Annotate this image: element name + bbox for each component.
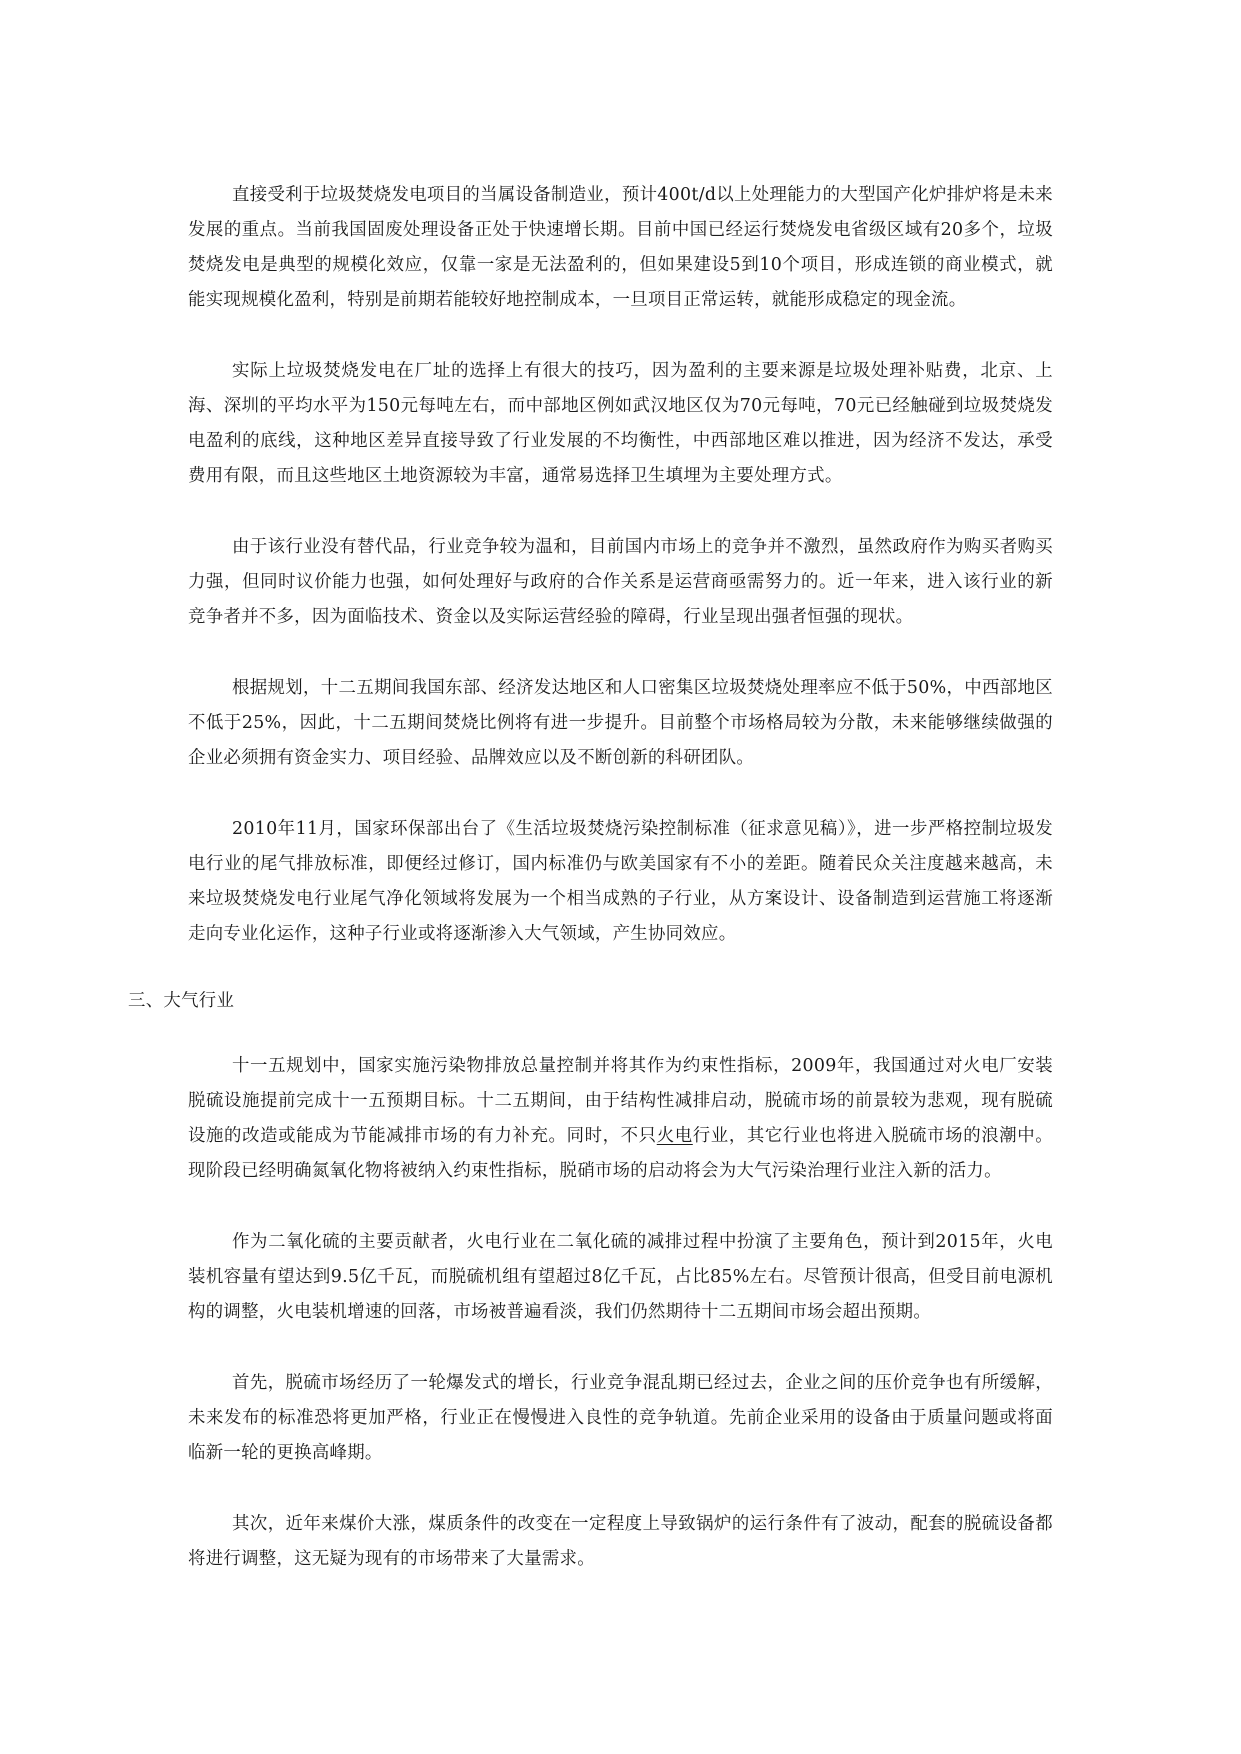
paragraph-incineration-equipment: 直接受利于垃圾焚烧发电项目的当属设备制造业，预计400t/d以上处理能力的大型国产化炉排炉将是未来发展的重点。当前我国固废处理设备正处于快速增长期。目前中国已经运行焚烧发电省级区域有20多个，垃圾焚烧发电是典型的规模化效应，仅靠一家是无法盈利的，但如果建设5到10个项目，形成连锁的商业模式，就能实现规模化盈利，特别是前期若能较好地控制成本，一旦项目正常运转，就能形成稳定的现金流。 xyxy=(188,185,1053,310)
paragraph-text-after-link: 行业，其它行业也将进入脱硫市场的浪潮中。现阶段已经明确氮氧化物将被纳入约束性指标，脱硝市场的启动将会为大气污染治理行业注入新的活力。 xyxy=(188,1126,1053,1181)
paragraph-desulfurization-intro xyxy=(188,1049,1053,1189)
paragraph-text-before-link: 十一五规划中，国家实施污染物排放总量控制并将其作为约束性指标，2009年，我国通过对火电厂安装脱硫设施提前完成十一五预期目标。十二五期间，由于结构性减排启动，脱硫市场的前景较为悲观，现有脱硫设施的改造或能成为节能减排市场的有力补充。同时，不只 xyxy=(188,1056,1053,1146)
thermal-power-link[interactable]: 火电 xyxy=(656,1126,693,1146)
paragraph-site-selection: 实际上垃圾焚烧发电在厂址的选择上有很大的技巧，因为盈利的主要来源是垃圾处理补贴费，北京、上海、深圳的平均水平为150元每吨左右，而中部地区例如武汉地区仅为70元每吨，70元已经触碰到垃圾焚烧发电盈利的底线，这种地区差异直接导致了行业发展的不均衡性，中西部地区难以推进，因为经济不发达，承受费用有限，而且这些地区土地资源较为丰富，通常易选择卫生填埋为主要处理方式。 xyxy=(188,361,1053,486)
paragraph-planning: 根据规划，十二五期间我国东部、经济发达地区和人口密集区垃圾焚烧处理率应不低于50%，中西部地区不低于25%，因此，十二五期间焚烧比例将有进一步提升。目前整个市场格局较为分散，未来能够继续做强的企业必须拥有资金实力、项目经验、品牌效应以及不断创新的科研团队。 xyxy=(188,678,1053,768)
paragraph-second-point: 其次，近年来煤价大涨，煤质条件的改变在一定程度上导致锅炉的运行条件有了波动，配套的脱硫设备都将进行调整，这无疑为现有的市场带来了大量需求。 xyxy=(188,1514,1053,1569)
paragraph-first-point: 首先，脱硫市场经历了一轮爆发式的增长，行业竞争混乱期已经过去，企业之间的压价竞争也有所缓解，未来发布的标准恐将更加严格，行业正在慢慢进入良性的竞争轨道。先前企业采用的设备由于质量问题或将面临新一轮的更换高峰期。 xyxy=(188,1373,1053,1463)
document-body xyxy=(128,178,1053,1613)
paragraph-thermal-power: 作为二氧化硫的主要贡献者，火电行业在二氧化硫的减排过程中扮演了主要角色，预计到2015年，火电装机容量有望达到9.5亿千瓦，而脱硫机组有望超过8亿千瓦，占比85%左右。尽管预计很高，但受目前电源机构的调整，火电装机增速的回落，市场被普遍看淡，我们仍然期待十二五期间市场会超出预期。 xyxy=(188,1232,1053,1322)
section-heading: 三、大气行业 xyxy=(128,991,235,1011)
paragraph-competition: 由于该行业没有替代品，行业竞争较为温和，目前国内市场上的竞争并不激烈，虽然政府作为购买者购买力强，但同时议价能力也强，如何处理好与政府的合作关系是运营商亟需努力的。近一年来，进入该行业的新竞争者并不多，因为面临技术、资金以及实际运营经验的障碍，行业呈现出强者恒强的现状。 xyxy=(188,537,1053,627)
paragraph-emission-standard: 2010年11月，国家环保部出台了《生活垃圾焚烧污染控制标准（征求意见稿）》，进一步严格控制垃圾发电行业的尾气排放标准，即便经过修订，国内标准仍与欧美国家有不小的差距。随着民众关注度越来越高，未来垃圾焚烧发电行业尾气净化领域将发展为一个相当成熟的子行业，从方案设计、设备制造到运营施工将逐渐走向专业化运作，这种子行业或将逐渐渗入大气领域，产生协同效应。 xyxy=(188,819,1053,944)
